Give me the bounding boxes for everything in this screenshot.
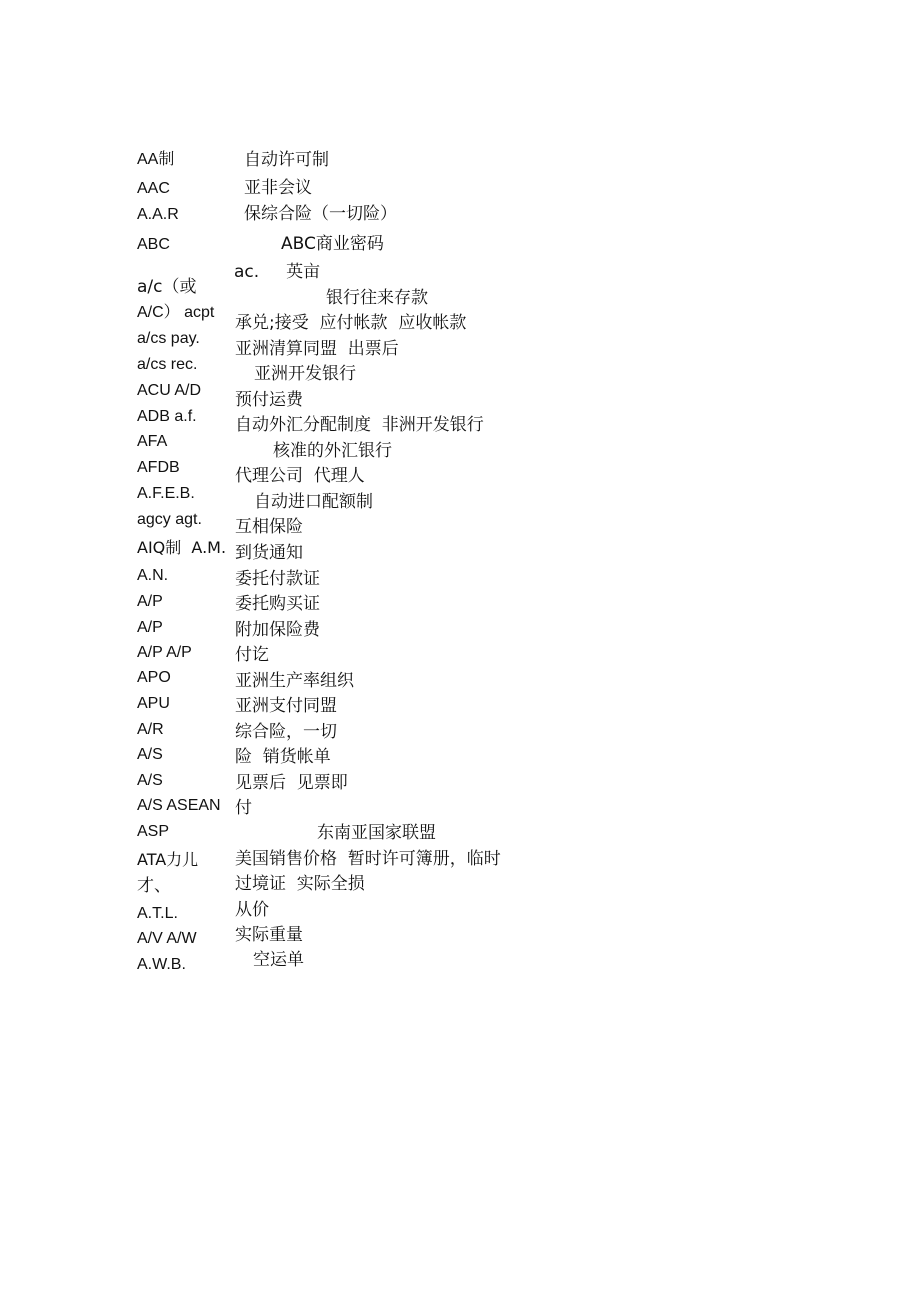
right-line: 自动进口配额制 [254, 492, 373, 512]
left-line: A/S [137, 746, 163, 763]
left-line: ASP [137, 823, 170, 840]
left-line: A/P [137, 619, 163, 636]
right-line: 核准的外汇银行 [273, 441, 392, 461]
left-line: 才、 [137, 876, 171, 896]
meaning-aa: 自动许可制 [244, 150, 329, 170]
right-line: 见票后 见票即 [235, 773, 348, 793]
right-line: 过境证 实际全损 [235, 874, 365, 894]
left-line: ADB a.f. [137, 408, 197, 425]
right-line: 付 [235, 798, 252, 818]
right-line: 互相保险 [235, 517, 303, 537]
right-line: 从价 [235, 900, 269, 920]
left-line: ACU A/D [137, 382, 202, 399]
left-line: AFA [137, 433, 168, 450]
right-line: 险 销货帐单 [235, 747, 331, 767]
right-line: 实际重量 [235, 925, 303, 945]
left-line: AIQ制 A.M. [137, 538, 227, 557]
left-line: A/P [137, 593, 163, 610]
left-line: A/P A/P [137, 644, 192, 661]
meaning-aac: 亚非会议 [244, 178, 312, 198]
right-line: 亚洲生产率组织 [235, 671, 354, 691]
right-line: 到货通知 [235, 543, 303, 563]
meaning-abc: ABC商业密码 [281, 234, 384, 254]
right-line: 东南亚国家联盟 [317, 823, 436, 843]
right-line: 承兑;接受 应付帐款 应收帐款 [235, 313, 467, 333]
right-line: 空运单 [253, 950, 304, 970]
right-line: 付讫 [235, 645, 269, 665]
left-line: A/R [137, 721, 164, 738]
left-line: APU [137, 695, 170, 712]
left-line: A/V A/W [137, 930, 197, 947]
meaning-aar: 保综合险（一切险） [244, 204, 397, 224]
right-line: 亚洲清算同盟 出票后 [235, 339, 399, 359]
right-line: 委托付款证 [235, 569, 320, 589]
right-line: 代理公司 代理人 [235, 466, 365, 486]
right-line: 附加保险费 [235, 620, 320, 640]
term-aac: AAC [137, 180, 170, 197]
left-line: APO [137, 669, 171, 686]
left-line: a/c（或 [137, 277, 197, 297]
left-line: ATA力儿 [137, 850, 199, 869]
left-line: A.W.B. [137, 956, 186, 973]
term-aa: AA制 [137, 151, 175, 168]
left-line: agcy agt. [137, 511, 202, 528]
term-abc: ABC [137, 236, 170, 253]
right-line: 亚洲开发银行 [254, 364, 356, 384]
right-line: 预付运费 [235, 390, 303, 410]
left-line: A.T.L. [137, 905, 178, 922]
right-line: ac. 英亩 [234, 262, 321, 282]
left-line: A/C） acpt [137, 304, 215, 321]
left-line: A.N. [137, 567, 169, 584]
left-line: A/S ASEAN [137, 797, 221, 814]
right-line: 自动外汇分配制度 非洲开发银行 [235, 415, 484, 435]
left-line: a/cs rec. [137, 356, 198, 373]
right-line: 美国销售价格 暂时许可簿册，临时 [235, 849, 501, 869]
right-line: 委托购买证 [235, 594, 320, 614]
term-aar: A.A.R [137, 206, 179, 223]
left-line: a/cs pay. [137, 330, 200, 347]
right-line: 亚洲支付同盟 [235, 696, 337, 716]
left-line: AFDB [137, 459, 180, 476]
right-line: 综合险，一切 [235, 722, 337, 742]
right-line: 银行往来存款 [326, 288, 428, 308]
left-line: A/S [137, 772, 163, 789]
left-line: A.F.E.B. [137, 485, 195, 502]
